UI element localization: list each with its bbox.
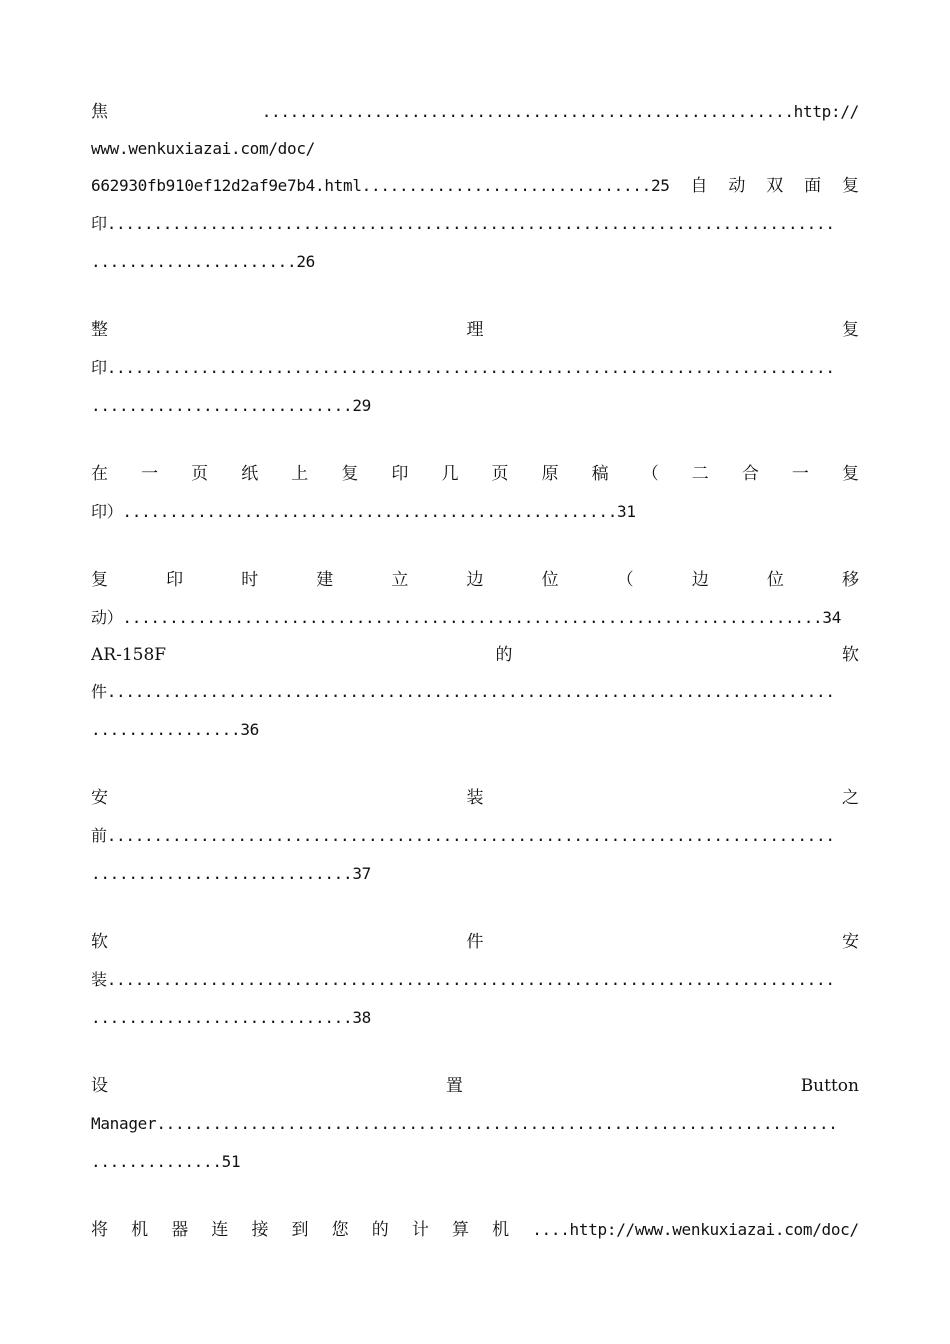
toc-entry-char: 您 xyxy=(331,1220,349,1240)
toc-entry-char: 印 xyxy=(166,570,184,590)
toc-leader: 印.............................................................................. xyxy=(91,358,835,377)
toc-entry-char: 接 xyxy=(251,1220,269,1240)
toc-entry-char: 在 xyxy=(91,464,108,484)
toc-entry-title: 焦 xyxy=(91,102,108,122)
toc-entry-char: 页 xyxy=(491,464,509,484)
toc-entry-char: 的 xyxy=(495,645,513,665)
toc-entry-char: 复 xyxy=(341,464,359,484)
toc-entry-char: 之 xyxy=(842,788,859,808)
toc-entry-char: 机 xyxy=(492,1220,510,1240)
toc-entry-char: 的 xyxy=(371,1220,389,1240)
toc-entry-char: 上 xyxy=(291,464,309,484)
toc-entry-char: 纸 xyxy=(241,464,259,484)
toc-entry-char: （ xyxy=(641,464,659,484)
toc-entry-char: （ xyxy=(616,570,634,590)
toc-leader: 动）...........................................................................34 xyxy=(91,608,842,627)
toc-entry-char: 页 xyxy=(191,464,209,484)
toc-entry-title[interactable] xyxy=(91,1218,859,1242)
toc-entry-char: 位 xyxy=(766,570,784,590)
toc-entry-char: 几 xyxy=(441,464,459,484)
toc-entry-char: 连 xyxy=(211,1220,229,1240)
toc-entry-char: 软 xyxy=(841,645,859,665)
toc-page-number: ............................29 xyxy=(91,396,371,415)
toc-leader: 装.............................................................................. xyxy=(91,970,835,989)
toc-entry-char: 合 xyxy=(741,464,759,484)
toc-leader-link[interactable]: .........................................................http:// xyxy=(261,102,859,121)
toc-entry-char: 设 xyxy=(91,1076,108,1096)
toc-entry-char: 机 xyxy=(131,1220,149,1240)
toc-entry-char: 双 xyxy=(766,176,784,196)
toc-entry-char: 复 xyxy=(91,570,108,590)
toc-entry-char: 时 xyxy=(241,570,259,590)
toc-entry-char: 到 xyxy=(291,1220,309,1240)
toc-page-number: ..............51 xyxy=(91,1152,241,1171)
toc-entry-title[interactable] xyxy=(91,786,859,810)
toc-entry-char: 边 xyxy=(466,570,484,590)
toc-entry-char: 位 xyxy=(541,570,559,590)
toc-entry-char: 稿 xyxy=(591,464,609,484)
toc-entry-char: 面 xyxy=(804,176,822,196)
toc-page-number: ............................37 xyxy=(91,864,371,883)
toc-entry-char: 软 xyxy=(91,932,108,952)
toc-line xyxy=(91,100,859,124)
toc-entry-title[interactable] xyxy=(91,643,859,667)
toc-entry-char: AR-158F xyxy=(91,645,167,665)
toc-entry-char: 算 xyxy=(451,1220,469,1240)
toc-entry-char: 复 xyxy=(841,464,859,484)
toc-entry-char: 一 xyxy=(141,464,159,484)
toc-link-text[interactable]: 662930fb910ef12d2af9e7b4.html...............................25 xyxy=(91,176,670,195)
toc-entry-char: Button xyxy=(800,1076,859,1096)
toc-entry-char: 计 xyxy=(411,1220,429,1240)
toc-entry-title[interactable] xyxy=(91,318,859,342)
toc-entry-char: 器 xyxy=(171,1220,189,1240)
toc-entry-char: 边 xyxy=(691,570,709,590)
toc-entry-char: 二 xyxy=(691,464,709,484)
toc-entry-char: 原 xyxy=(541,464,559,484)
toc-line xyxy=(91,174,859,198)
toc-leader-link[interactable]: ....http://www.wenkuxiazai.com/doc/ xyxy=(532,1220,859,1239)
toc-entry-char: 移 xyxy=(841,570,859,590)
toc-entry-char: 安 xyxy=(91,788,108,808)
toc-link-text[interactable]: www.wenkuxiazai.com/doc/ xyxy=(91,139,315,158)
toc-entry-char: 整 xyxy=(91,320,108,340)
toc-leader: 前.............................................................................. xyxy=(91,826,835,845)
toc-entry-char: 装 xyxy=(466,788,484,808)
toc-entry-char: 理 xyxy=(466,320,484,340)
toc-leader: 件.............................................................................. xyxy=(91,682,835,701)
toc-entry-char: 自 xyxy=(690,176,708,196)
toc-entry-char: 印 xyxy=(391,464,409,484)
toc-entry-char: 建 xyxy=(316,570,334,590)
toc-entry-title[interactable] xyxy=(91,568,859,592)
toc-page-number: ............................38 xyxy=(91,1008,371,1027)
toc-entry-char: 置 xyxy=(445,1076,463,1096)
toc-leader: 印.............................................................................. xyxy=(91,214,835,233)
toc-entry-title[interactable] xyxy=(91,462,859,486)
toc-page-number: ................36 xyxy=(91,720,259,739)
toc-entry-char: 安 xyxy=(842,932,859,952)
toc-entry-char: 一 xyxy=(791,464,809,484)
toc-entry-char: 立 xyxy=(391,570,409,590)
toc-leader: 印）.....................................................31 xyxy=(91,502,636,521)
toc-entry-title[interactable] xyxy=(91,1074,859,1098)
toc-entry-char: 动 xyxy=(728,176,746,196)
toc-entry-char: 将 xyxy=(91,1220,108,1240)
toc-entry-title[interactable] xyxy=(91,930,859,954)
toc-entry-char: 复 xyxy=(842,320,859,340)
toc-entry-char: 复 xyxy=(841,176,859,196)
toc-entry-char: 件 xyxy=(466,932,484,952)
toc-leader: Manager......................................................................... xyxy=(91,1114,838,1133)
toc-page-number: ......................26 xyxy=(91,252,315,271)
